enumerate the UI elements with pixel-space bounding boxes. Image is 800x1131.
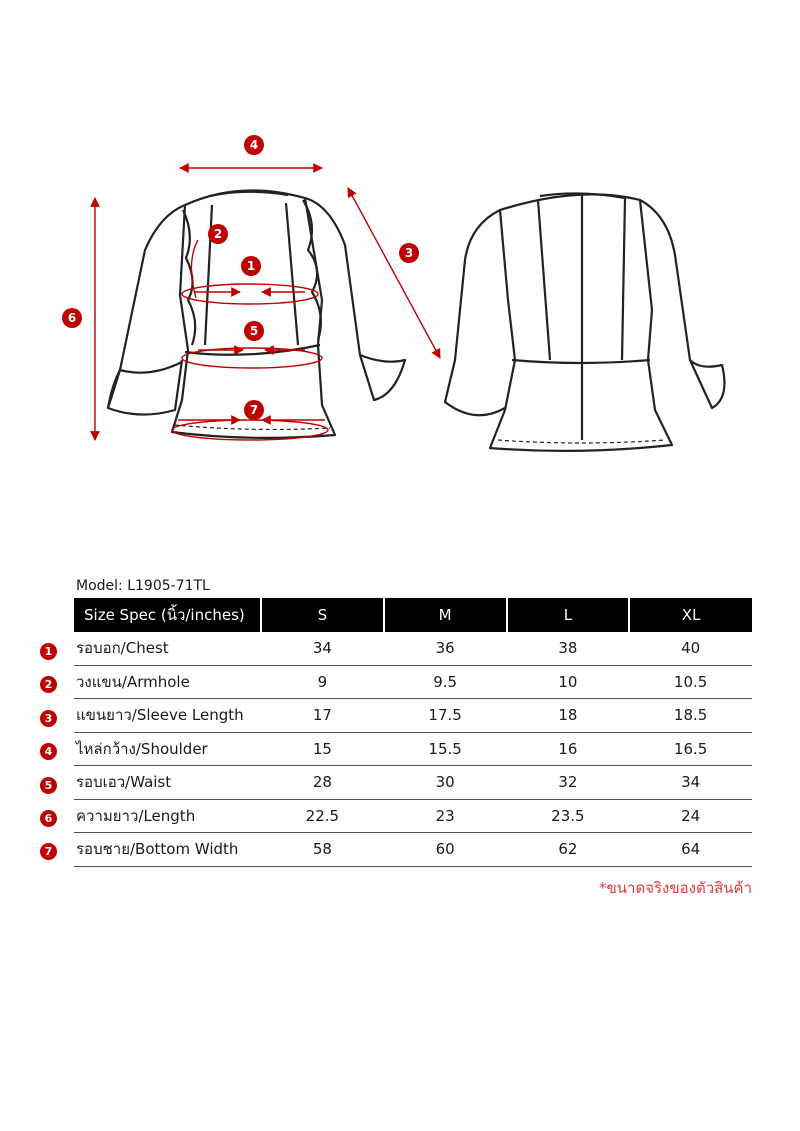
size-value: 18 bbox=[507, 699, 630, 733]
header-xl: XL bbox=[629, 598, 752, 632]
row-label: วงแขน/Armhole bbox=[74, 665, 261, 699]
marker-6: 6 bbox=[62, 308, 82, 328]
table-row bbox=[74, 833, 752, 867]
size-value: 10.5 bbox=[629, 665, 752, 699]
marker-3: 3 bbox=[399, 243, 419, 263]
marker-4: 4 bbox=[244, 135, 264, 155]
size-value: 17.5 bbox=[384, 699, 507, 733]
size-value: 17 bbox=[261, 699, 384, 733]
row-label: แขนยาว/Sleeve Length bbox=[74, 699, 261, 733]
size-value: 23 bbox=[384, 799, 507, 833]
table-row bbox=[74, 632, 752, 665]
size-value: 28 bbox=[261, 766, 384, 800]
marker-1: 1 bbox=[241, 256, 261, 276]
size-value: 34 bbox=[629, 766, 752, 800]
header-s: S bbox=[261, 598, 384, 632]
row-number-badge: 7 bbox=[40, 843, 57, 860]
size-value: 32 bbox=[507, 766, 630, 800]
row-label: รอบเอว/Waist bbox=[74, 766, 261, 800]
table-row bbox=[74, 732, 752, 766]
actual-size-note: *ขนาดจริงของตัวสินค้า bbox=[599, 879, 752, 897]
header-l: L bbox=[507, 598, 630, 632]
row-number-badge: 1 bbox=[40, 643, 57, 660]
size-value: 22.5 bbox=[261, 799, 384, 833]
row-number-badge: 4 bbox=[40, 743, 57, 760]
size-value: 36 bbox=[384, 632, 507, 665]
size-value: 18.5 bbox=[629, 699, 752, 733]
marker-7: 7 bbox=[244, 400, 264, 420]
size-value: 10 bbox=[507, 665, 630, 699]
size-value: 9.5 bbox=[384, 665, 507, 699]
row-number-badge: 3 bbox=[40, 710, 57, 727]
size-value: 16.5 bbox=[629, 732, 752, 766]
size-spec-table bbox=[74, 598, 752, 867]
row-number-badge: 2 bbox=[40, 676, 57, 693]
row-label: รอบชาย/Bottom Width bbox=[74, 833, 261, 867]
marker-5: 5 bbox=[244, 321, 264, 341]
row-number-badge: 6 bbox=[40, 810, 57, 827]
size-value: 60 bbox=[384, 833, 507, 867]
size-value: 64 bbox=[629, 833, 752, 867]
table-row bbox=[74, 799, 752, 833]
garment-sketch bbox=[0, 0, 800, 470]
table-header-row bbox=[74, 598, 752, 632]
row-label: รอบอก/Chest bbox=[74, 632, 261, 665]
size-value: 58 bbox=[261, 833, 384, 867]
header-m: M bbox=[384, 598, 507, 632]
size-value: 15 bbox=[261, 732, 384, 766]
table-row bbox=[74, 766, 752, 800]
size-value: 9 bbox=[261, 665, 384, 699]
row-label: ความยาว/Length bbox=[74, 799, 261, 833]
marker-2: 2 bbox=[208, 224, 228, 244]
model-label: Model: L1905-71TL bbox=[76, 578, 210, 594]
size-value: 62 bbox=[507, 833, 630, 867]
size-value: 15.5 bbox=[384, 732, 507, 766]
row-label: ไหล่กว้าง/Shoulder bbox=[74, 732, 261, 766]
table-row bbox=[74, 665, 752, 699]
header-size-spec: Size Spec (นิ้ว/inches) bbox=[74, 598, 261, 632]
size-value: 16 bbox=[507, 732, 630, 766]
measurement-annotations bbox=[95, 168, 440, 440]
table-row bbox=[74, 699, 752, 733]
size-value: 34 bbox=[261, 632, 384, 665]
size-value: 40 bbox=[629, 632, 752, 665]
row-number-badge: 5 bbox=[40, 777, 57, 794]
size-value: 30 bbox=[384, 766, 507, 800]
back-view-drawing bbox=[445, 193, 724, 450]
size-value: 38 bbox=[507, 632, 630, 665]
size-value: 23.5 bbox=[507, 799, 630, 833]
size-value: 24 bbox=[629, 799, 752, 833]
